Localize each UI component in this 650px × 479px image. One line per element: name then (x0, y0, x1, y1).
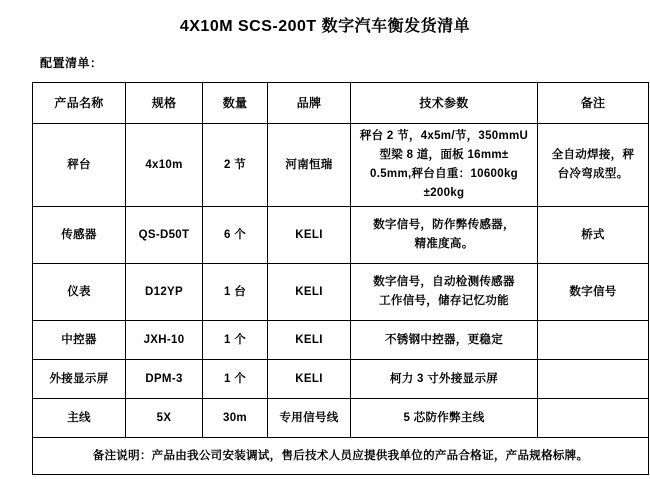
config-list-label: 配置清单： (40, 56, 103, 70)
cell-quantity: 1 个 (203, 321, 268, 360)
tech-line: 0.5mm,秤台自重：10600kg (370, 168, 518, 180)
cell-tech-params (351, 264, 538, 321)
spec-table (32, 82, 649, 475)
cell-spec: DPM-3 (126, 360, 203, 399)
cell-remark (538, 360, 649, 399)
tech-line: 工作信号，储存记忆功能 (379, 295, 509, 307)
header-spec: 规格 (126, 83, 203, 124)
cell-remark (538, 321, 649, 360)
tech-line: 型梁 8 道，面板 16mm± (379, 149, 509, 161)
cell-product-name: 中控器 (33, 321, 126, 360)
table-row (33, 360, 649, 399)
cell-remark (538, 399, 649, 438)
cell-tech-params: 柯力 3 寸外接显示屏 (351, 360, 538, 399)
cell-quantity: 6 个 (203, 207, 268, 264)
cell-tech-params: 不锈钢中控器，更稳定 (351, 321, 538, 360)
header-product-name: 产品名称 (33, 83, 126, 124)
cell-product-name: 秤台 (33, 124, 126, 207)
cell-remark (538, 124, 649, 207)
footer-note: 备注说明：产品由我公司安装调试，售后技术人员应提供我单位的产品合格证，产品规格标牌。 (33, 438, 649, 475)
cell-tech-params: 5 芯防作弊主线 (351, 399, 538, 438)
table-row (33, 321, 649, 360)
cell-quantity: 1 个 (203, 360, 268, 399)
header-remark: 备注 (538, 83, 649, 124)
cell-brand: 专用信号线 (268, 399, 351, 438)
spec-table-wrapper (32, 82, 635, 475)
tech-line: 数字信号，防作弊传感器， (373, 219, 515, 231)
cell-quantity: 1 台 (203, 264, 268, 321)
table-header-row (33, 83, 649, 124)
cell-quantity: 30m (203, 399, 268, 438)
cell-tech-params (351, 207, 538, 264)
cell-product-name: 主线 (33, 399, 126, 438)
cell-brand: KELI (268, 360, 351, 399)
table-row (33, 207, 649, 264)
cell-brand: KELI (268, 321, 351, 360)
cell-tech-params (351, 124, 538, 207)
cell-product-name: 外接显示屏 (33, 360, 126, 399)
table-header (33, 83, 649, 124)
page-title: 4X10M SCS-200T 数字汽车衡发货清单 (179, 18, 471, 35)
header-brand: 品牌 (268, 83, 351, 124)
header-tech-params: 技术参数 (351, 83, 538, 124)
tech-line: 精准度高。 (414, 238, 474, 250)
cell-spec: QS-D50T (126, 207, 203, 264)
cell-product-name: 传感器 (33, 207, 126, 264)
cell-spec: D12YP (126, 264, 203, 321)
cell-brand: 河南恒瑞 (268, 124, 351, 207)
remark-line: 台冷弯成型。 (557, 168, 629, 180)
cell-spec: JXH-10 (126, 321, 203, 360)
cell-quantity: 2 节 (203, 124, 268, 207)
tech-line: ±200kg (423, 187, 465, 199)
cell-product-name: 仪表 (33, 264, 126, 321)
header-quantity: 数量 (203, 83, 268, 124)
cell-spec: 4x10m (126, 124, 203, 207)
cell-brand: KELI (268, 264, 351, 321)
cell-spec: 5X (126, 399, 203, 438)
cell-remark: 桥式 (538, 207, 649, 264)
tech-line: 秤台 2 节，4x5m/节，350mmU (359, 130, 529, 142)
table-row (33, 124, 649, 207)
table-row (33, 399, 649, 438)
table-row (33, 264, 649, 321)
table-footer-row (33, 438, 649, 475)
cell-brand: KELI (268, 207, 351, 264)
tech-line: 数字信号，自动检测传感器 (373, 276, 515, 288)
cell-remark: 数字信号 (538, 264, 649, 321)
remark-line: 全自动焊接，秤 (551, 149, 635, 161)
table-body (33, 124, 649, 475)
